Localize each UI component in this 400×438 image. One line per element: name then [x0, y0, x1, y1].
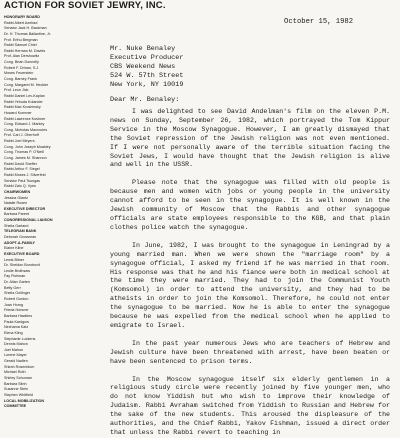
address-line: CBS Weekend News	[110, 63, 176, 71]
sidebar-member-name: Joan Horng	[4, 302, 24, 307]
sidebar-member-name: Cong. Nicholas Mavroules	[4, 127, 48, 132]
sidebar-member-name: Prof. Leon Jick	[4, 88, 29, 93]
sidebar-member-name: Rabbi Arthur F. Siegel	[4, 167, 40, 172]
sidebar-member-name: Jessica Glantz	[4, 195, 28, 200]
sidebar-section-heading: HONORARY BOARD	[4, 15, 40, 19]
sidebar-member-name: Rabbi Herman M. Davids	[4, 48, 46, 53]
sidebar-member-name: Cong. John Joseph Moakley	[4, 144, 51, 149]
letter-date: October 15, 1982	[284, 18, 354, 26]
sidebar-member-name: Dennis Mahon	[4, 342, 28, 347]
sidebar-member-name: Gerald Nadlen	[4, 359, 28, 364]
address-line: Mr. Nuke Benaley	[110, 45, 176, 53]
sidebar-member-name: Susanne Stein	[4, 387, 28, 392]
sidebar-section-heading: COMMITTEE	[4, 404, 27, 409]
salutation: Dear Mr. Benaley:	[110, 96, 180, 104]
recipient-address-block	[110, 45, 310, 90]
sidebar-member-name: Deborah Grossman	[4, 234, 37, 239]
letter-paragraph: In June, 1982, I was brought to the synagogue in Leningrad by a young married man. When we were shown the "marriage room" by a synagogue official, I asked my friend if he was married in that room. His response was that he and his fiance were both in medical school at the time they were married. They had to join the Communist Youth (Komsomol) in order to attend the university, and they had to be atheists in order to join the Komsomol. Therefore, he could not enter the synagogue to be married. Now he is able to enter the synagogue because he was expelled from the medical school when he applied to emigrate to Israel.	[110, 241, 390, 329]
sidebar-member-name: Nechama Katz	[4, 325, 29, 330]
sidebar-member-name: Lorene Mayer	[4, 353, 27, 358]
sidebar-member-name: Elena Kling	[4, 330, 23, 335]
sidebar-member-name: Sheila Gollinger	[4, 291, 31, 296]
sidebar-member-name: Moses Feuerstein	[4, 71, 34, 76]
sidebar-member-name: Leslie Brothsaw	[4, 268, 31, 273]
sidebar-member-name: Rabbi Max Kroshinsky	[4, 105, 41, 110]
sidebar-member-name: Prof. Erthu Bergman	[4, 37, 38, 42]
sidebar-member-name: Natalie Rosen	[4, 201, 28, 206]
sidebar-member-name: Rabbi Yehuda Kolander	[4, 99, 43, 104]
sidebar-section-heading: ADOPT-A-FAMILY	[4, 240, 36, 245]
sidebar-member-name: Cong. Brian Donnelly	[4, 60, 39, 65]
sidebar-section-heading: TELEGRAM BANK	[4, 229, 37, 234]
letter-paragraph: I was delighted to see David Andelman's film on the eleven P.M. news on Sunday, September 26, 1982, which portrayed the Tom Kippur Service in the Moscow Synagogue. However, I am greatly dismayed that the Soviet repression of the Jewish religion was not even mentioned. If I were not personally aware of the terrible situation facing the Soviet Jews, I would have thought that the Jewish religion is alive and well in the USSR.	[110, 108, 390, 169]
sidebar-member-name: Rabbi Moses J. Silverfeld	[4, 172, 46, 177]
sidebar-member-name: Sheila Garland	[4, 223, 29, 228]
sidebar-section-heading: EXECUTIVE DIRECTOR	[4, 206, 46, 211]
address-line: 524 W. 57th Street	[110, 72, 184, 80]
sidebar-member-name: Paula Kardgow	[4, 319, 30, 324]
sidebar-member-name: Cong. Barney Frank	[4, 77, 37, 82]
sidebar-member-name: Cong. James M. Shannon	[4, 156, 47, 161]
sidebar-section-heading: EXECUTIVE BOARD	[4, 251, 40, 256]
sidebar-member-name: Howard Kummer	[4, 110, 32, 115]
letter-body	[110, 108, 390, 436]
sidebar-section-heading: CONGRESSIONAL LIAISON	[4, 218, 53, 223]
sidebar-section-heading: LOCAL MOBILIZATION	[4, 398, 45, 403]
sidebar-section-heading: CHAIRWOMEN	[4, 189, 31, 194]
sidebar-member-name: Cong. Margaret M. Heckler	[4, 82, 49, 87]
sidebar-member-name: Shirah Rosenblum	[4, 364, 35, 369]
sidebar-member-name: Prof. Alan Dershowitz	[4, 54, 40, 59]
sidebar-member-name: Robert F. Drinan, S.J.	[4, 65, 40, 70]
address-line: Executive Producer	[110, 54, 184, 62]
sidebar-member-name: Stephanie Luckens	[4, 336, 36, 341]
sidebar-member-name: Stephen Whitfield	[4, 392, 33, 397]
sidebar-member-name: Rabbi Joel Meyers	[4, 139, 35, 144]
sidebar-member-name: Senator Jack H. Backman	[4, 26, 47, 31]
sidebar-member-name: Dr. Allan Garten	[4, 280, 31, 285]
sidebar-member-name: Barbara Parent	[4, 212, 30, 217]
sidebar-member-name: Rabbi Samuel Chiel	[4, 43, 37, 48]
sidebar-member-name: Michael Roth	[4, 370, 26, 375]
letter-paragraph: Please note that the synagogue was filled with old people is because men and women with jobs or young people in the university cannot afford to be seen in the synagogue. It is well known in the Jewish community of Moscow that the Rabbis and other synagogue officials are state employees responsible to the KGB, and that plain clothes police watch the synagogue.	[110, 179, 390, 231]
sidebar-member-name: Lewis Bitner	[4, 257, 25, 262]
sidebar-member-name: Dr. Sheldon Bondrovit	[4, 263, 40, 268]
board-member-sidebar	[4, 15, 68, 409]
sidebar-member-name: Fay Fishman	[4, 274, 26, 279]
sidebar-member-name: Robert Gordon	[4, 297, 29, 302]
sidebar-member-name: Barbara Hawkins	[4, 313, 33, 318]
sidebar-member-name: Joel Mahon	[4, 347, 24, 352]
letter-paragraph: In the past year numerous Jews who are teachers of Hebrew and Jewish culture have been threatened with arrest, have been beaten or have been sentenced to prison terms.	[110, 339, 390, 365]
letterhead-org-name: ACTION FOR SOVIET JEWRY, INC.	[4, 0, 166, 11]
sidebar-member-name: Rabbi David Sheffer	[4, 161, 37, 166]
sidebar-member-name: Betty Gerr	[4, 285, 21, 290]
sidebar-member-name: Prof. Carl J. Oberhoff	[4, 133, 39, 138]
sidebar-member-name: Rabbi Zalo Q. Vyes	[4, 184, 36, 189]
sidebar-member-name: Elaine Kline	[4, 246, 24, 251]
letter-paragraph: In the Moscow synagogue itself six elderly gentlemen in a religious study circle were recently joined by five younger men, who do not know Yiddish but who wish to improve their knowledge of Judaism. Rabbi Avraham switched from Yiddish to Russian and Hebrew for the sake of the new students. This aroused the displeasure of the authorities, and the Chief Rabbi, Yakov Fishman, issued a direct order that unless the Rabbi revert to teaching in	[110, 375, 390, 436]
sidebar-member-name: Barbara Sitrin	[4, 381, 27, 386]
sidebar-member-name: Cong. Edward J. Markey	[4, 122, 45, 127]
sidebar-member-name: Dr. H. Thomas Ballantine, Jr.	[4, 31, 51, 36]
sidebar-member-name: Shirley Schuman	[4, 376, 32, 380]
sidebar-member-name: Rabbi Lawrence Kushner	[4, 116, 46, 121]
address-line: New York, NY 10019	[110, 81, 184, 89]
sidebar-member-name: Senator Paul Tsongas	[4, 178, 41, 183]
sidebar-member-name: Frieda Horsner	[4, 308, 29, 313]
sidebar-member-name: Rabbi Albert Axelrad	[4, 20, 38, 25]
sidebar-member-name: Cong. Thomas P. O'Neill	[4, 150, 44, 155]
sidebar-member-name: Rabbi Daniel Lev-Kaplan	[4, 93, 45, 98]
